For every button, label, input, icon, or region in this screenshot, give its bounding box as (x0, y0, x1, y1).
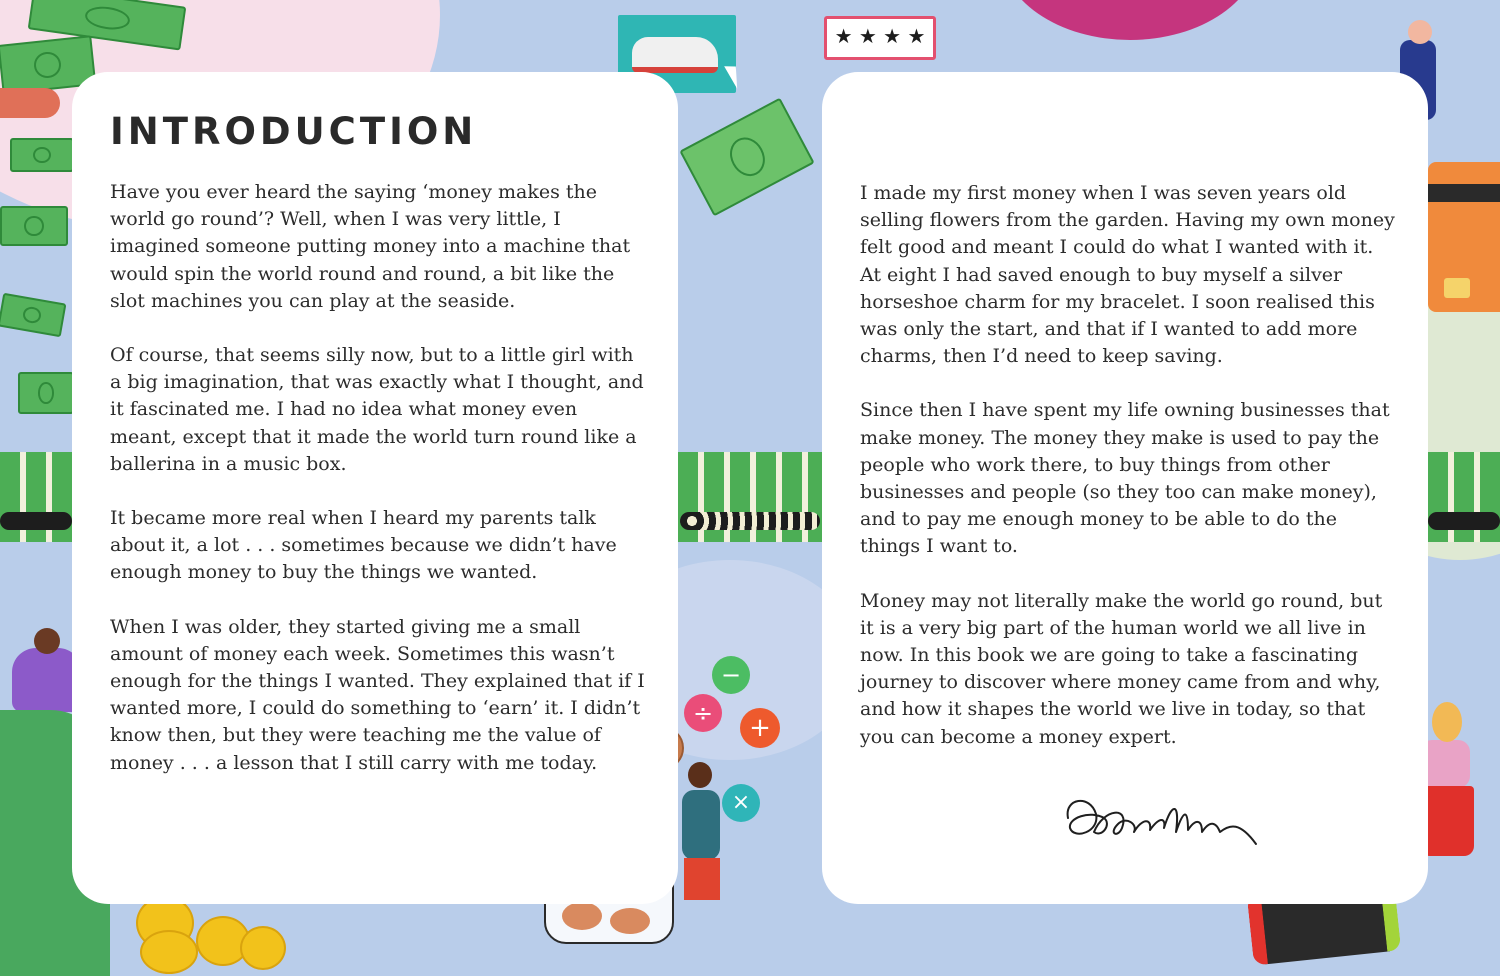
hand-icon (0, 88, 60, 118)
person-head (1408, 20, 1432, 44)
sneaker-icon (632, 37, 718, 73)
conveyor-belt (0, 512, 72, 530)
intro-paragraph-2: Of course, that seems silly now, but to a little girl with a big imagination, that was exactly what I thought, and it fascinated me. I had no idea what money even meant, except that it made the world turn round like a ballerina in a music box. (110, 344, 644, 475)
plus-bubble-icon: + (740, 708, 780, 748)
girl-head (1432, 702, 1462, 742)
boy-shorts (684, 858, 720, 900)
story-paragraph-3: Money may not literally make the world go round, but it is a very big part of the human world we all live in now. In this book we are going to take a fascinating journey to discover where money came from and why, and how it shapes the world we live in today, so that you can become a money expert. (860, 589, 1383, 748)
intro-paragraph-4: When I was older, they started giving me a small amount of money each week. Sometimes this wasn’t enough for the things I wanted. They explained that if I wanted more, I could do something to ‘earn’ it. I didn’t know then, but they were teaching me the value of money . . . a lesson that I still carry with me today. (110, 615, 645, 774)
girl-skirt (1420, 786, 1474, 856)
banknote-icon (679, 98, 814, 217)
girl-head (34, 628, 60, 654)
coin-stack-icon (240, 926, 286, 970)
author-signature (1060, 788, 1270, 852)
banknote-icon (0, 206, 68, 246)
credit-card-icon (1428, 162, 1500, 312)
boy-holding-coin (682, 790, 720, 860)
banknote-icon (18, 372, 74, 414)
banknote-icon (0, 293, 66, 338)
coin-stack-icon (140, 930, 198, 974)
page-title: INTRODUCTION (110, 110, 478, 153)
intro-paragraph-1: Have you ever heard the saying ‘money makes the world go round’? Well, when I was very little, I imagined someone putting money into a machine that would spin the world round and round, a bit like the slot machines you can play at the seaside. (110, 181, 631, 312)
right-page-panel (822, 72, 1428, 904)
story-paragraph-2: Since then I have spent my life owning businesses that make money. The money they make is used to pay the people who work there, to buy things from other businesses and people (so they too can make money), and to pay me enough money to be able to do the things I want to. (860, 399, 1390, 558)
star-rating: ★ ★ ★ ★ (824, 16, 936, 60)
conveyor-belt (1428, 512, 1500, 530)
banknote-icon (10, 138, 74, 172)
divide-bubble-icon: ÷ (684, 694, 722, 732)
boy-head (688, 762, 712, 788)
times-bubble-icon: × (722, 784, 760, 822)
minus-bubble-icon: − (712, 656, 750, 694)
conveyor-belt (680, 512, 820, 530)
intro-paragraph-3: It became more real when I heard my parents talk about it, a lot . . . sometimes because we didn’t have enough money to buy the things we wanted. (110, 507, 617, 584)
story-paragraph-1: I made my first money when I was seven years old selling flowers from the garden. Having my own money felt good and meant I could do what I wanted with it. At eight I had saved enough to buy myself a silver horseshoe charm for my bracelet. I soon realised this was only the start, and that if I wanted to add more charms, then I’d need to keep saving. (860, 182, 1395, 368)
magenta-cloud (1000, 0, 1260, 40)
left-page-panel (72, 72, 678, 904)
